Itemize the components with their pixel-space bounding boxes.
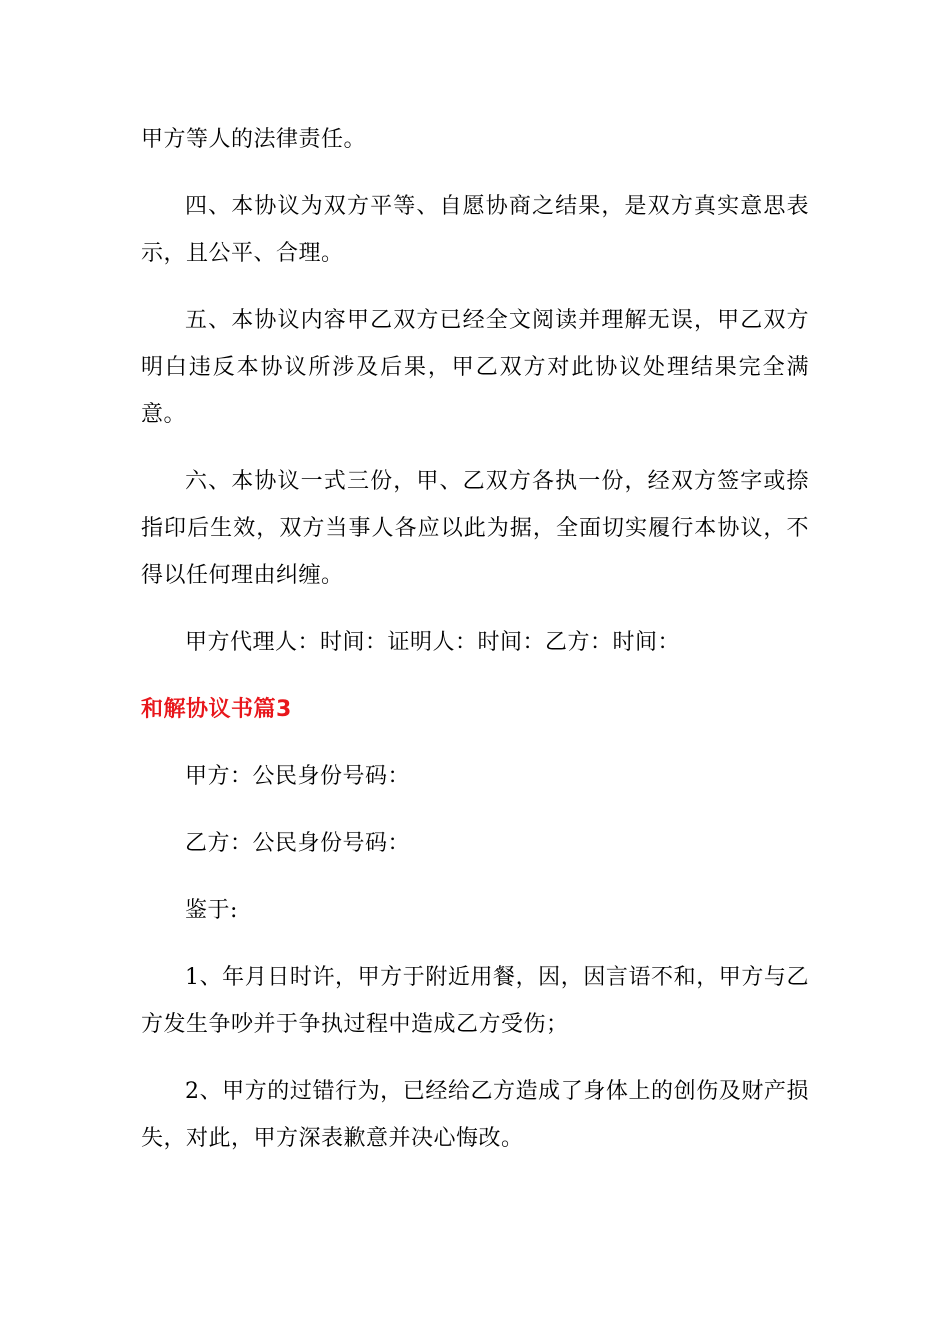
paragraph-signature-line: 甲方代理人：时间：证明人：时间：乙方：时间： [185,630,681,655]
paragraph-clause-5: 五、本协议内容甲乙双方已经全文阅读并理解无误，甲乙双方明白违反本协议所涉及后果，甲乙双方对此协议处理结果完全满意。 [141,308,809,427]
paragraph-recital-1: 1、年月日时许，甲方于附近用餐，因，因言语不和，甲方与乙方发生争吵并于争执过程中造成乙方受伤； [141,965,809,1037]
paragraph-party-b: 乙方：公民身份号码： [185,831,411,856]
paragraph-whereas: 鉴于: [185,898,238,923]
paragraph-clause-4: 四、本协议为双方平等、自愿协商之结果，是双方真实意思表示，且公平、合理。 [141,194,809,266]
paragraph-clause-6: 六、本协议一式三份，甲、乙双方各执一份，经双方签字或捺指印后生效，双方当事人各应以此为据，全面切实履行本协议，不得以任何理由纠缠。 [141,469,809,588]
paragraph-party-a: 甲方：公民身份号码： [185,764,411,789]
section-heading: 和解协议书篇3 [141,697,292,722]
paragraph-recital-2: 2、甲方的过错行为，已经给乙方造成了身体上的创伤及财产损失，对此，甲方深表歉意并决心悔改。 [141,1079,809,1151]
paragraph-continuation: 甲方等人的法律责任。 [141,127,367,152]
document-body [141,116,809,1182]
